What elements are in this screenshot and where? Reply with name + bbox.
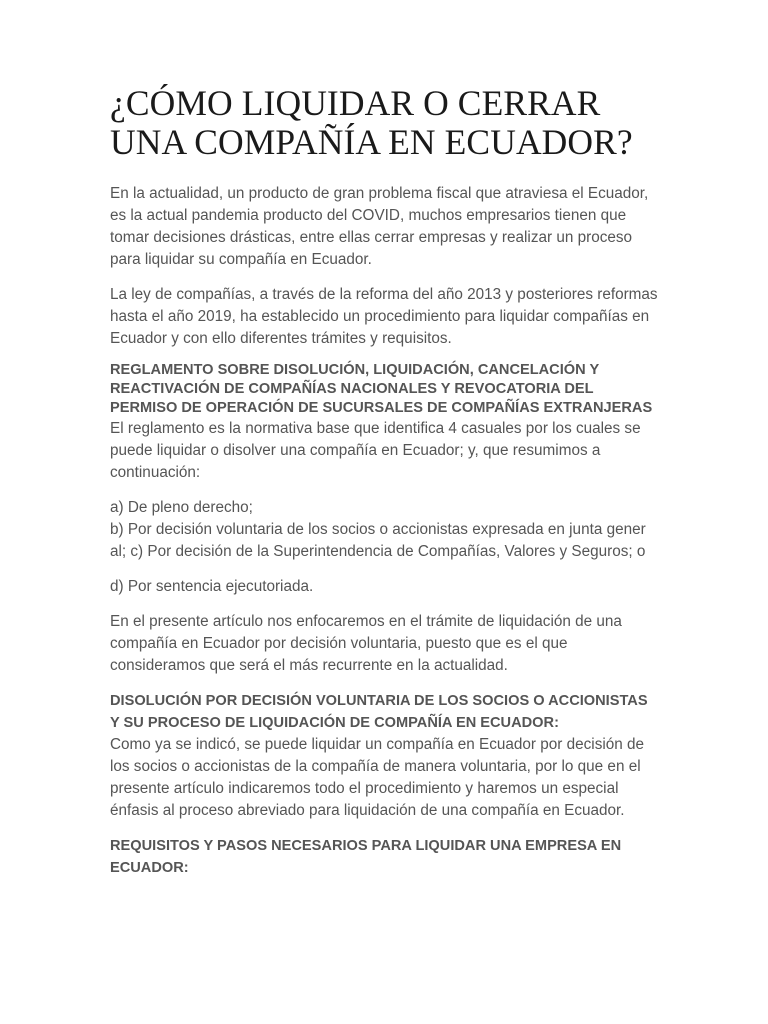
- paragraph-law: La ley de compañías, a través de la reforma del año 2013 y posteriores reformas hasta el año 2019, ha establecido un procedimiento para liquidar compañías en Ecuador y con ello diferentes trámites y requisitos.: [110, 286, 658, 347]
- heading-disolucion: DISOLUCIÓN POR DECISIÓN VOLUNTARIA DE LOS SOCIOS O ACCIONISTAS Y SU PROCESO DE LIQUIDACIÓN DE COMPAÑÍA EN ECUADOR:: [110, 693, 648, 731]
- list-item-a: a) De pleno derecho;: [110, 499, 253, 516]
- document-page: [110, 84, 660, 879]
- causes-list: [110, 497, 660, 563]
- paragraph-reglamento: El reglamento es la normativa base que identifica 4 casuales por los cuales se puede liquidar o disolver una compañía en Ecuador; y, que resumimos a continuación:: [110, 420, 641, 481]
- paragraph-disolucion: Como ya se indicó, se puede liquidar un compañía en Ecuador por decisión de los socios o accionistas de la compañía de manera voluntaria, por lo que en el presente artículo indicaremos todo el procedimiento y haremos un especial énfasis al proceso abreviado para liquidación de una compañía en Ecuador.: [110, 736, 645, 819]
- heading-reglamento: REGLAMENTO SOBRE DISOLUCIÓN, LIQUIDACIÓN, CANCELACIÓN Y REACTIVACIÓN DE COMPAÑÍAS NACIONALES Y REVOCATORIA DEL PERMISO DE OPERACIÓN DE SUCURSALES DE COMPAÑÍAS EXTRANJERAS: [110, 362, 653, 416]
- list-item-d: d) Por sentencia ejecutoriada.: [110, 578, 314, 595]
- paragraph-focus: En el presente artículo nos enfocaremos en el trámite de liquidación de una compañía en Ecuador por decisión voluntaria, puesto que es el que consideramos que será el más recurrente en la actualidad.: [110, 613, 622, 674]
- list-item-b-continuation: al; c) Por decisión de la Superintendencia de Compañías, Valores y Seguros; o: [110, 543, 646, 560]
- document-title: [110, 84, 660, 162]
- paragraph-intro: En la actualidad, un producto de gran problema fiscal que atraviesa el Ecuador, es la actual pandemia producto del COVID, muchos empresarios tienen que tomar decisiones drásticas, entre ellas cerrar empresas y realizar un proceso para liquidar su compañía en Ecuador.: [110, 185, 649, 268]
- title-line-2: UNA COMPAÑÍA EN ECUADOR?: [110, 122, 633, 162]
- heading-requisitos: REQUISITOS Y PASOS NECESARIOS PARA LIQUIDAR UNA EMPRESA EN ECUADOR:: [110, 838, 622, 876]
- title-line-1: ¿CÓMO LIQUIDAR O CERRAR: [110, 83, 601, 123]
- list-item-b: b) Por decisión voluntaria de los socios o accionistas expresada en junta gener: [110, 521, 646, 538]
